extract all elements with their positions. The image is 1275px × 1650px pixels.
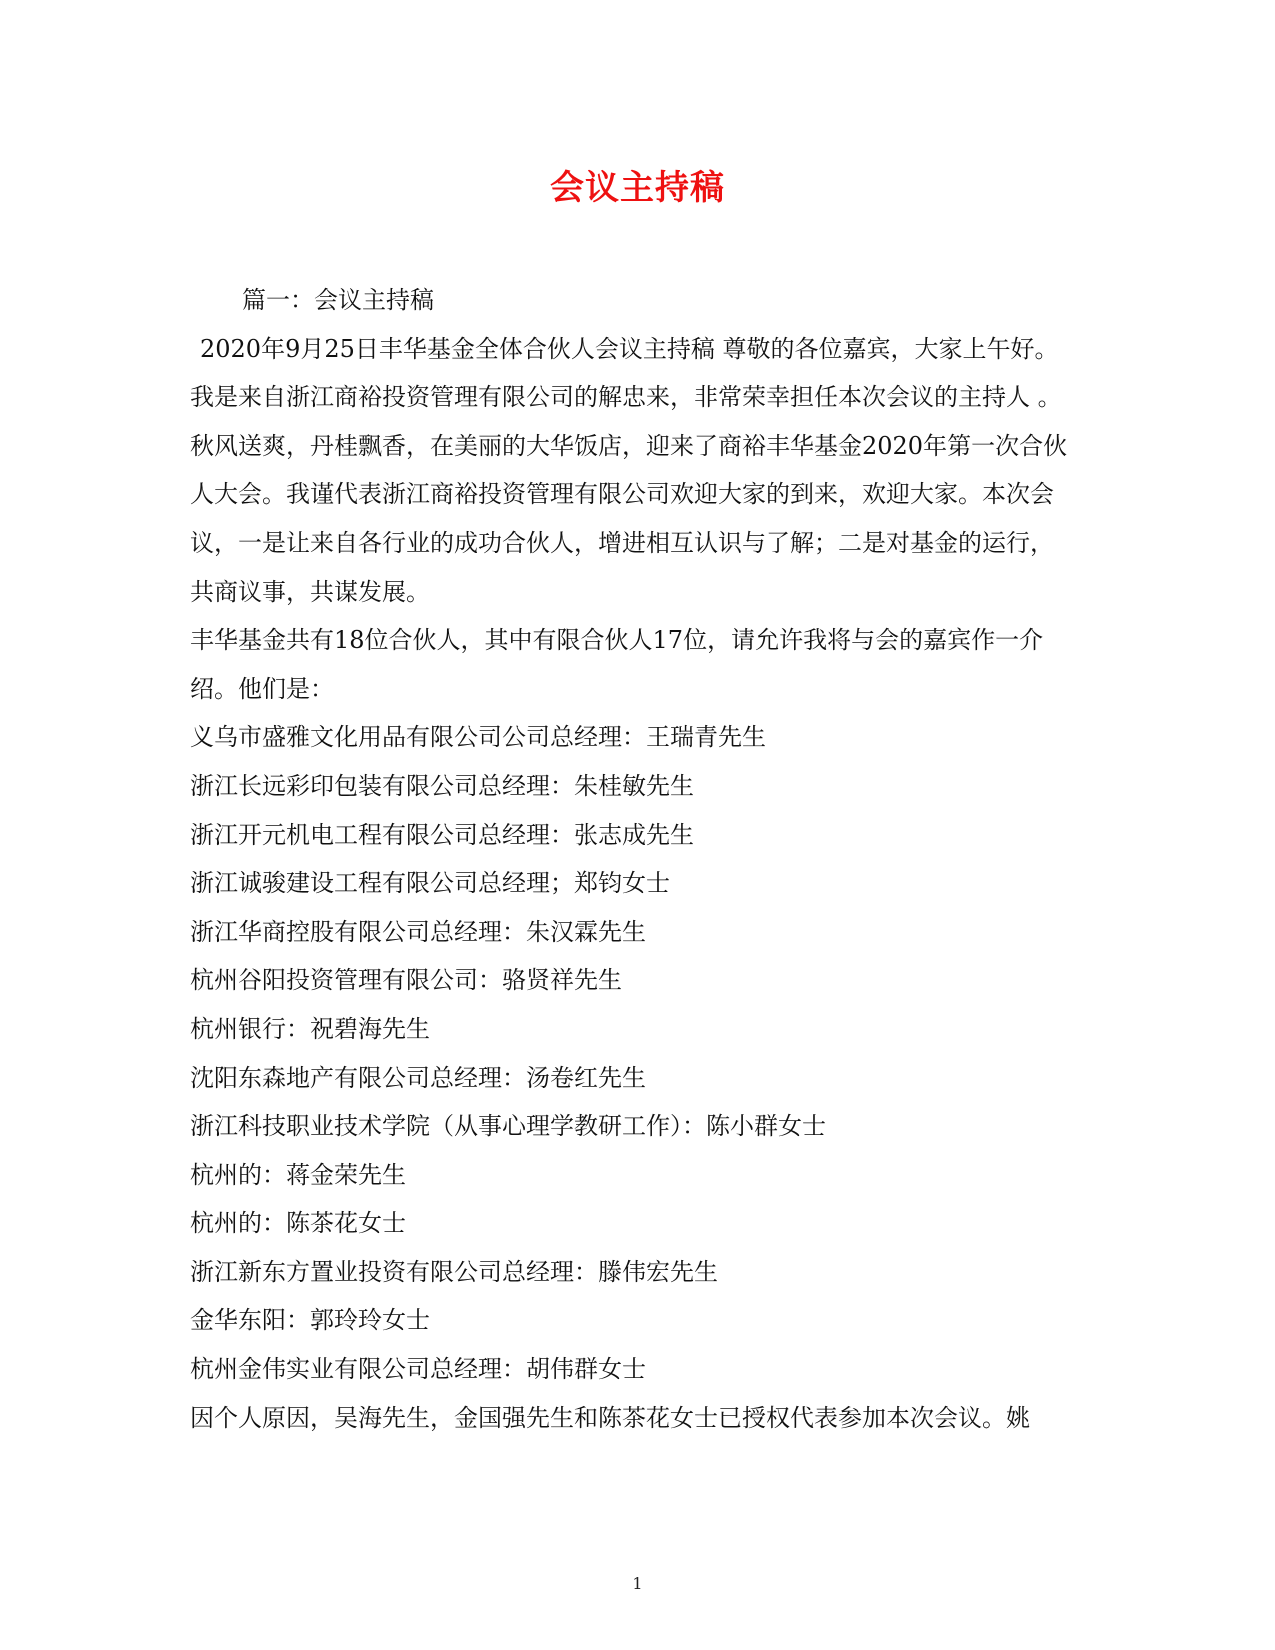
list-item: 浙江新东方置业投资有限公司总经理：滕伟宏先生 xyxy=(190,1257,718,1286)
list-item: 杭州的：陈茶花女士 xyxy=(190,1209,406,1238)
list-item: 浙江诚骏建设工程有限公司总经理；郑钧女士 xyxy=(190,869,670,898)
paragraph-opening: 2020年9月25日丰华基金全体合伙人会议主持稿 尊敬的各位嘉宾，大家上午好。我是来自浙江商裕投资管理有限公司的解忠来，非常荣幸担任本次会议的主持人 。 xyxy=(190,334,1062,412)
list-item: 杭州的：蒋金荣先生 xyxy=(190,1160,406,1189)
paragraph-absence-note: 因个人原因，吴海先生，金国强先生和陈茶花女士已授权代表参加本次会议。姚 xyxy=(190,1403,1030,1432)
list-item: 浙江长远彩印包装有限公司总经理：朱桂敏先生 xyxy=(190,771,694,800)
list-item: 义乌市盛雅文化用品有限公司公司总经理：王瑞青先生 xyxy=(190,723,766,752)
list-item: 杭州金伟实业有限公司总经理：胡伟群女士 xyxy=(190,1355,646,1384)
list-item: 浙江科技职业技术学院（从事心理学教研工作）：陈小群女士 xyxy=(190,1112,826,1141)
paragraph-welcome: 秋风送爽，丹桂飘香，在美丽的大华饭店，迎来了商裕丰华基金2020年第一次合伙人大会。我谨代表浙江商裕投资管理有限公司欢迎大家的到来，欢迎大家。本次会议，一是让来自各行业的成功合伙人，增进相互认识与了解；二是对基金的运行，共商议事，共谋发展。 xyxy=(190,431,1068,606)
list-item: 杭州银行：祝碧海先生 xyxy=(190,1014,430,1043)
paragraph-partners-intro: 丰华基金共有18位合伙人，其中有限合伙人17位，请允许我将与会的嘉宾作一介绍。他们是： xyxy=(190,626,1044,703)
list-item: 沈阳东森地产有限公司总经理：汤卷红先生 xyxy=(190,1063,646,1092)
section-heading: 篇一：会议主持稿 xyxy=(242,286,434,314)
list-item: 浙江华商控股有限公司总经理：朱汉霖先生 xyxy=(190,917,646,946)
list-item: 浙江开元机电工程有限公司总经理：张志成先生 xyxy=(190,820,694,849)
document-title: 会议主持稿 xyxy=(550,168,725,208)
list-item: 杭州谷阳投资管理有限公司：骆贤祥先生 xyxy=(190,966,622,995)
list-item: 金华东阳：郭玲玲女士 xyxy=(190,1306,430,1335)
page-number: 1 xyxy=(632,1574,643,1593)
document-body xyxy=(190,276,1070,1442)
